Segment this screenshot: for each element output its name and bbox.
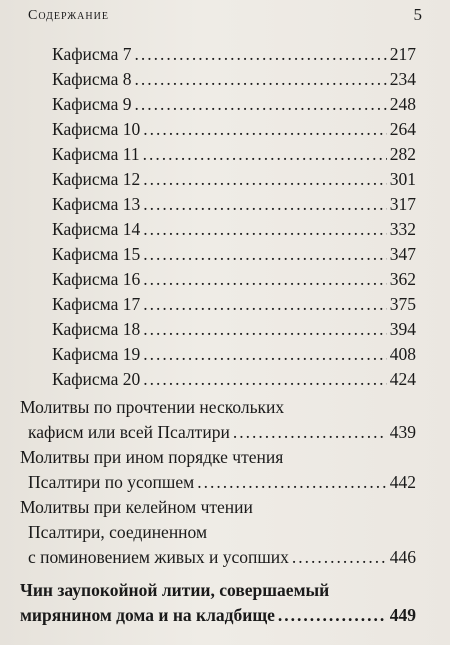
toc-entry-page: 394	[389, 319, 416, 339]
toc-entry-page: 442	[389, 472, 416, 492]
toc-entry[interactable]	[52, 294, 416, 314]
toc-entry-label: Кафисма 12	[52, 169, 141, 189]
dot-leader	[143, 319, 386, 339]
dot-leader	[143, 294, 386, 314]
toc-entry-label: Кафисма 8	[52, 69, 132, 89]
toc-entry-label: мирянином дома и на кладбище	[20, 605, 275, 625]
dot-leader	[143, 144, 387, 164]
toc-entry-label: Псалтири по усопшем	[28, 472, 195, 492]
toc-entry[interactable]	[52, 194, 416, 214]
toc-entry-label: Псалтири, соединенном	[28, 522, 208, 542]
toc-entry-label: Кафисма 20	[52, 369, 141, 389]
toc-entry-page: 248	[389, 94, 416, 114]
dot-leader	[143, 369, 386, 389]
toc-entry-label: Кафисма 17	[52, 294, 141, 314]
toc-entry[interactable]	[52, 219, 416, 239]
dot-leader	[143, 269, 386, 289]
toc-entry-page: 301	[389, 169, 416, 189]
toc-entry[interactable]	[52, 244, 416, 264]
toc-entry-page: 408	[389, 344, 416, 364]
toc-entry-label: Молитвы при ином порядке чтения	[20, 447, 284, 467]
toc-entry[interactable]	[52, 94, 416, 114]
toc-entry-label: Кафисма 7	[52, 44, 132, 64]
toc-entry[interactable]	[28, 547, 416, 567]
page-number: 5	[413, 5, 422, 24]
toc-entry-label: Кафисма 16	[52, 269, 141, 289]
toc-entry-page: 362	[389, 269, 416, 289]
toc-entry[interactable]	[52, 69, 416, 89]
toc-entry[interactable]	[28, 472, 416, 492]
dot-leader	[135, 94, 387, 114]
toc-entry[interactable]	[52, 319, 416, 339]
toc-entry[interactable]	[52, 169, 416, 189]
dot-leader	[292, 547, 387, 567]
toc-entry[interactable]	[52, 344, 416, 364]
toc-entry-label: с поминовением живых и усопших	[28, 547, 289, 567]
running-title: Содержание	[28, 8, 109, 23]
dot-leader	[135, 44, 387, 64]
toc-entry[interactable]	[52, 269, 416, 289]
toc-entry-page: 375	[389, 294, 416, 314]
toc-entry-page: 282	[389, 144, 416, 164]
toc-entry-page: 217	[389, 44, 416, 64]
toc-entry[interactable]	[52, 44, 416, 64]
toc-entry-label: Кафисма 14	[52, 219, 141, 239]
toc-entry[interactable]	[52, 119, 416, 139]
dot-leader	[143, 244, 386, 264]
dot-leader	[143, 119, 386, 139]
toc-entry-page: 234	[389, 69, 416, 89]
toc-entry[interactable]	[28, 422, 416, 442]
toc-entry-label: Кафисма 18	[52, 319, 141, 339]
toc-entry-label: Чин заупокойной литии, совершаемый	[20, 580, 330, 600]
toc-entry-label: Кафисма 13	[52, 194, 141, 214]
toc-entry[interactable]	[20, 605, 416, 625]
dot-leader	[143, 219, 386, 239]
toc-entry-label: кафисм или всей Псалтири	[28, 422, 230, 442]
dot-leader	[143, 169, 386, 189]
dot-leader	[143, 344, 386, 364]
toc-entry-page: 317	[389, 194, 416, 214]
toc-entry-label: Молитвы по прочтении нескольких	[20, 397, 285, 417]
toc-entry-page: 424	[389, 369, 416, 389]
toc-entry-label: Кафисма 19	[52, 344, 141, 364]
toc-entry-page: 332	[389, 219, 416, 239]
toc-entry-page: 449	[389, 605, 416, 625]
toc-entry[interactable]	[52, 144, 416, 164]
toc-entry-page: 439	[389, 422, 416, 442]
toc-entry-page: 446	[389, 547, 416, 567]
toc-entry-page: 347	[389, 244, 416, 264]
dot-leader	[233, 422, 387, 442]
toc-entry-label: Кафисма 11	[52, 144, 140, 164]
dot-leader	[278, 605, 387, 625]
toc-entry[interactable]	[52, 369, 416, 389]
toc-entry-page: 264	[389, 119, 416, 139]
dot-leader	[143, 194, 386, 214]
toc-entry-label: Молитвы при келейном чтении	[20, 497, 253, 517]
dot-leader	[197, 472, 387, 492]
toc-entry-label: Кафисма 15	[52, 244, 141, 264]
toc-entry-label: Кафисма 9	[52, 94, 132, 114]
dot-leader	[135, 69, 387, 89]
toc-entry-label: Кафисма 10	[52, 119, 141, 139]
